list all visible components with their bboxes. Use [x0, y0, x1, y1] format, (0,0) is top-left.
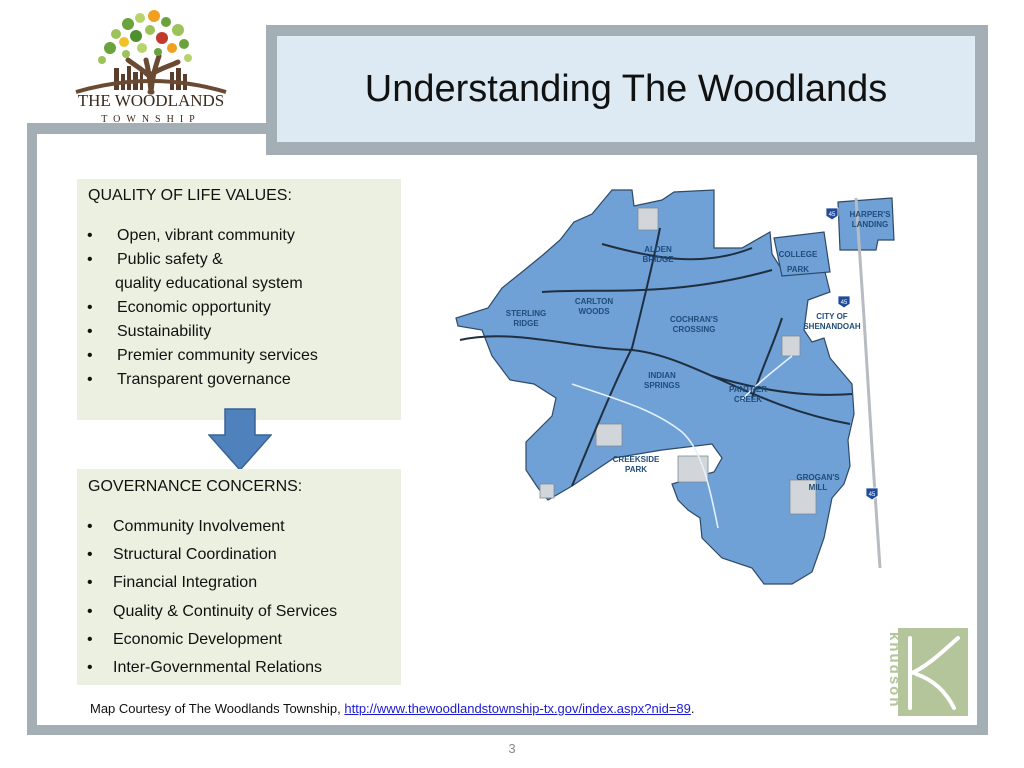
list-item: [87, 541, 337, 569]
map-label: CARLTON: [574, 297, 614, 306]
list-item-label: Open, vibrant community: [117, 227, 295, 244]
list-item-label: Structural Coordination: [113, 546, 277, 564]
tree-over-skyline-icon: [74, 10, 228, 92]
slide-title: Understanding The Woodlands: [364, 67, 888, 110]
bullet: •: [87, 659, 93, 677]
list-item: [87, 344, 318, 368]
list-item: [87, 224, 318, 248]
logo-name-line1: THE WOODLANDS: [77, 91, 225, 110]
map-label: STERLING: [505, 309, 547, 318]
list-item-label: Economic Development: [113, 630, 282, 648]
list-item-label: Premier community services: [117, 347, 318, 364]
map-label: SHENANDOAH: [803, 322, 861, 331]
map-label: 45: [828, 212, 836, 218]
map-label: SPRINGS: [643, 381, 681, 390]
list-item: [87, 248, 318, 296]
list-item-label: Public safety &: [117, 251, 223, 268]
list-item: [87, 296, 318, 320]
logo-name-line2: TOWNSHIP: [101, 114, 201, 125]
map-label: INDIAN: [648, 371, 676, 380]
list-item: [87, 654, 337, 682]
governance-concerns-heading: GOVERNANCE CONCERNS:: [88, 478, 303, 495]
bullet: •: [87, 602, 93, 620]
map-label: CREEKSIDE: [612, 455, 660, 464]
map-label: CREEK: [733, 395, 763, 404]
woodlands-township-logo: [66, 8, 236, 126]
map-source-caption: [90, 701, 695, 716]
list-item-label: Sustainability: [117, 323, 212, 340]
caption-prefix: Map Courtesy of The Woodlands Township,: [90, 701, 345, 716]
knudson-wordmark: knudson: [886, 632, 903, 709]
bullet: •: [87, 227, 93, 244]
map-label: HARPER'S: [849, 210, 891, 219]
list-item: [87, 320, 318, 344]
woodlands-village-map: [452, 188, 900, 588]
bullet: •: [87, 251, 93, 268]
map-label: RIDGE: [513, 319, 539, 328]
list-item-label: Inter-Governmental Relations: [113, 659, 322, 677]
list-item-label: Transparent governance: [117, 371, 291, 388]
list-item: [87, 569, 337, 597]
governance-concerns-panel: [77, 469, 401, 685]
map-label: PARK: [624, 465, 648, 474]
bullet: •: [87, 630, 93, 648]
map-label: 45: [840, 300, 848, 306]
map-label: PARK: [786, 265, 810, 274]
map-label: LANDING: [851, 220, 889, 229]
map-label: CITY OF: [816, 312, 848, 321]
map-label: CROSSING: [672, 325, 716, 334]
bullet: •: [87, 574, 93, 592]
quality-of-life-heading: QUALITY OF LIFE VALUES:: [88, 187, 292, 204]
list-item: [87, 368, 318, 392]
map-label: GROGAN'S: [796, 473, 840, 482]
map-label: ALDEN: [644, 245, 672, 254]
bullet: •: [87, 546, 93, 564]
map-label: 45: [868, 492, 876, 498]
title-banner: [277, 36, 975, 142]
map-interstate-45: [856, 198, 880, 568]
map-label: COCHRAN'S: [669, 315, 719, 324]
list-item-label: Financial Integration: [113, 574, 258, 592]
map-label: MILL: [808, 483, 828, 492]
map-label: PANTHER: [728, 385, 768, 394]
list-item: [87, 626, 337, 654]
list-item-label: Community Involvement: [113, 518, 285, 535]
list-item-label: Economic opportunity: [117, 299, 271, 316]
bullet: •: [87, 323, 93, 340]
bullet: •: [87, 518, 93, 535]
quality-of-life-list: [87, 224, 318, 392]
bullet: •: [87, 371, 93, 388]
down-arrow-icon: [208, 408, 272, 472]
map-label: COLLEGE: [778, 250, 818, 259]
quality-of-life-panel: [77, 179, 401, 420]
caption-suffix: .: [690, 701, 695, 716]
governance-concerns-list: [87, 513, 337, 682]
list-item-label: Quality & Continuity of Services: [113, 602, 338, 620]
map-source-link[interactable]: http://www.thewoodlandstownship-tx.gov/index.aspx?nid=89: [344, 701, 691, 716]
list-item: [87, 598, 337, 626]
list-item-continuation: quality educational system: [115, 275, 303, 292]
list-item: [87, 513, 337, 541]
knudson-logo: [876, 626, 971, 718]
bullet: •: [87, 347, 93, 364]
page-number: 3: [508, 741, 516, 756]
bullet: •: [87, 299, 93, 316]
map-label: WOODS: [578, 307, 610, 316]
map-label: BRIDGE: [642, 255, 674, 264]
